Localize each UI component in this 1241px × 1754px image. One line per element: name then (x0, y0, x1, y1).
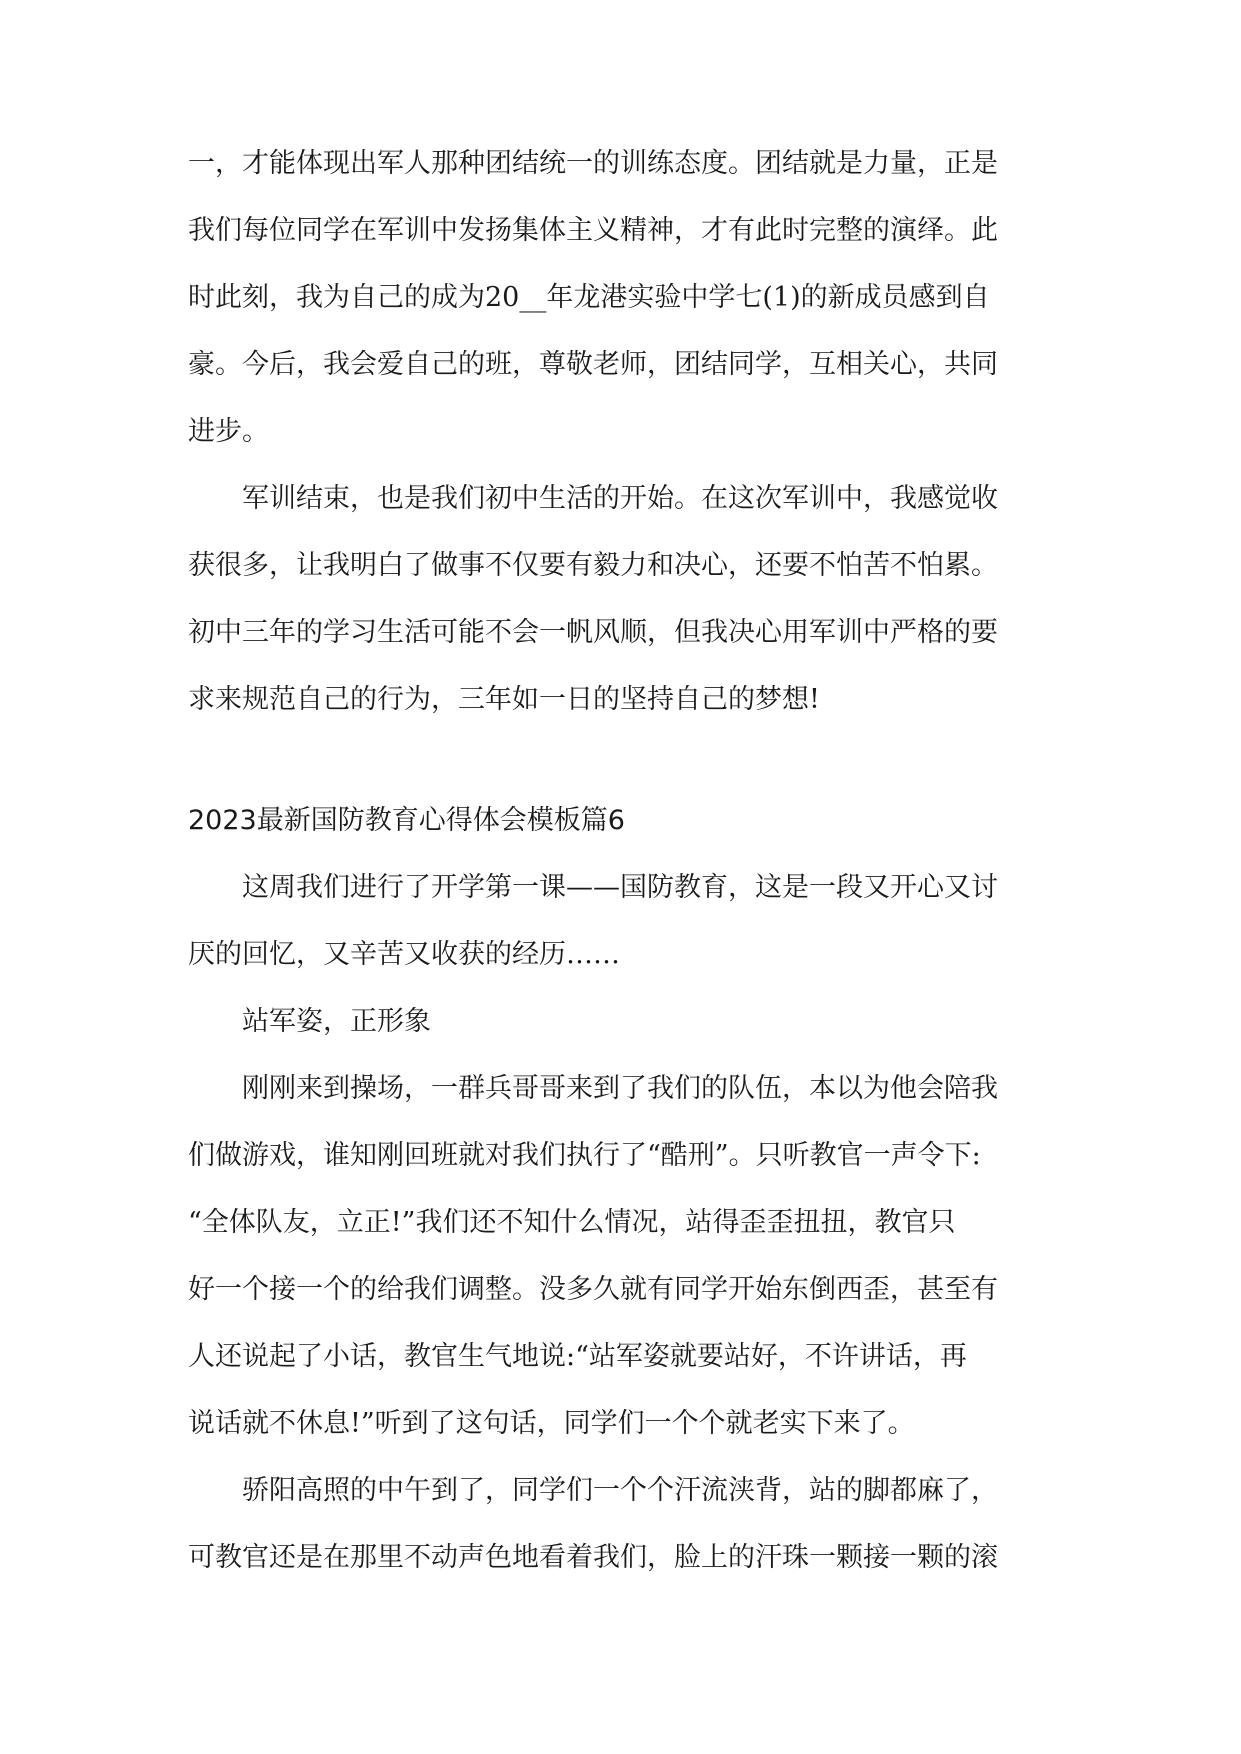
document-body (188, 130, 1054, 1591)
text-line: 豪。今后，我会爱自己的班，尊敬老师，团结同学，互相关心，共同 (188, 349, 998, 380)
text-line: 这周我们进行了开学第一课——国防教育，这是一段又开心又讨 (188, 872, 998, 903)
text-line: “全体队友，立正!”我们还不知什么情况，站得歪歪扭扭，教官只 (188, 1207, 956, 1238)
section-spacer (188, 733, 1054, 787)
text-line: 获很多，让我明白了做事不仅要有毅力和决心，还要不怕苦不怕累。 (188, 550, 998, 581)
text-line: 一，才能体现出军人那种团结统一的训练态度。团结就是力量，正是 (188, 148, 998, 179)
text-line: 我们每位同学在军训中发扬集体主义精神，才有此时完整的演绎。此 (188, 215, 998, 246)
text-line: 刚刚来到操场，一群兵哥哥来到了我们的队伍，本以为他会陪我 (188, 1073, 998, 1104)
text-line: 进步。 (188, 416, 269, 447)
text-line: 初中三年的学习生活可能不会一帆风顺，但我决心用军训中严格的要 (188, 617, 998, 648)
text-line: 人还说起了小话，教官生气地说:“站军姿就要站好，不许讲话，再 (188, 1341, 967, 1372)
text-line: 可教官还是在那里不动声色地看着我们，脸上的汗珠一颗接一颗的滚 (188, 1542, 998, 1573)
text-line: 时此刻，我为自己的成为20__年龙港实验中学七(1)的新成员感到自 (188, 282, 990, 313)
text-line: 们做游戏，谁知刚回班就对我们执行了“酷刑”。只听教官一声令下: (188, 1140, 981, 1171)
text-line: 军训结束，也是我们初中生活的开始。在这次军训中，我感觉收 (188, 483, 998, 514)
text-line: 厌的回忆，又辛苦又收获的经历…… (188, 939, 620, 970)
section-title: 2023最新国防教育心得体会模板篇6 (188, 805, 625, 836)
text-line: 好一个接一个的给我们调整。没多久就有同学开始东倒西歪，甚至有 (188, 1274, 998, 1305)
text-line: 骄阳高照的中午到了，同学们一个个汗流浃背，站的脚都麻了， (188, 1475, 998, 1506)
text-line: 说话就不休息!”听到了这句话，同学们一个个就老实下来了。 (188, 1408, 915, 1439)
text-line: 求来规范自己的行为，三年如一日的坚持自己的梦想! (188, 684, 820, 715)
text-line: 站军姿，正形象 (188, 1006, 431, 1037)
